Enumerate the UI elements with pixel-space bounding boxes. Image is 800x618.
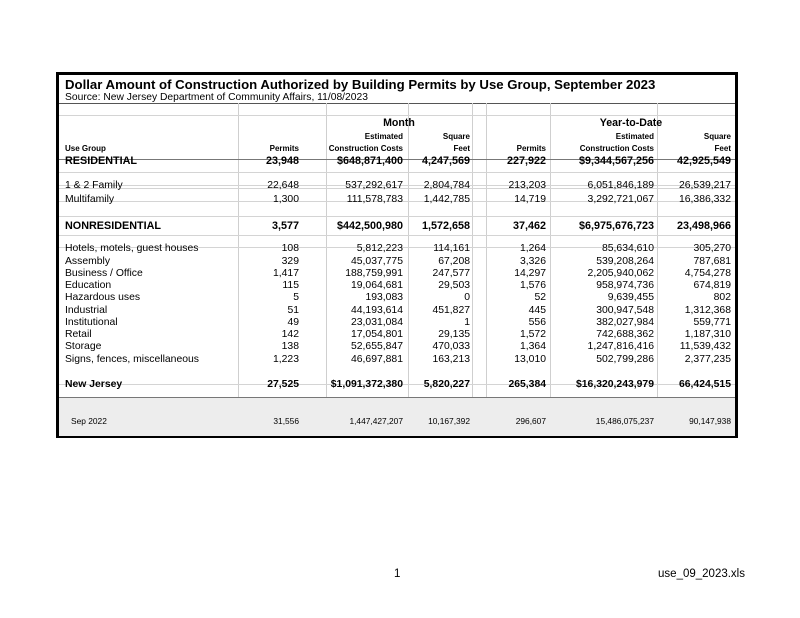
table-cell: 451,827 xyxy=(432,305,470,316)
table-cell: 1,264 xyxy=(519,243,546,254)
table-cell: $1,091,372,380 xyxy=(330,379,403,390)
table-cell: 470,033 xyxy=(432,341,470,352)
row-label: 1 & 2 Family xyxy=(65,180,123,191)
title-block xyxy=(59,75,735,104)
table-cell: 114,161 xyxy=(433,243,470,254)
file-name: use_09_2023.xls xyxy=(658,568,745,580)
table-cell: 3,577 xyxy=(271,220,299,232)
row-label: Industrial xyxy=(65,305,108,316)
use-group-header: Use Group xyxy=(65,144,106,153)
table-cell: 14,719 xyxy=(514,194,546,205)
table-cell: 5,820,227 xyxy=(423,379,470,390)
table-cell: 51 xyxy=(287,305,299,316)
table-cell: 5 xyxy=(293,292,299,303)
comparison-cell: 31,556 xyxy=(273,416,299,426)
table-cell: 163,213 xyxy=(432,354,470,365)
table-cell: 227,922 xyxy=(506,155,546,167)
y-feet-header: Feet xyxy=(714,144,731,153)
table-cell: $16,320,243,979 xyxy=(575,379,654,390)
table-cell: 45,037,775 xyxy=(350,256,403,267)
m-permits-header: Permits xyxy=(269,144,299,153)
table-cell: 111,578,783 xyxy=(346,194,403,205)
table-cell: 1,223 xyxy=(272,354,299,365)
table-cell: 52 xyxy=(534,292,546,303)
table-cell: 14,297 xyxy=(514,268,546,279)
table-cell: 537,292,617 xyxy=(345,180,403,191)
table-cell: 382,027,984 xyxy=(596,317,654,328)
table-cell: $9,344,567,256 xyxy=(578,155,654,167)
table-cell: 42,925,549 xyxy=(676,155,731,167)
table-cell: 502,799,286 xyxy=(596,354,654,365)
grid-horizontal-line xyxy=(59,172,735,173)
row-label: Assembly xyxy=(65,256,111,267)
grid-vertical-line xyxy=(238,103,239,397)
table-cell: 247,577 xyxy=(432,268,470,279)
table-cell: 188,759,991 xyxy=(345,268,403,279)
table-cell: 1,442,785 xyxy=(423,194,470,205)
table-cell: 115 xyxy=(282,280,299,291)
m-square-header: Square xyxy=(442,132,470,141)
row-label: Hazardous uses xyxy=(65,292,141,303)
table-cell: 6,051,846,189 xyxy=(587,180,654,191)
table-cell: 787,681 xyxy=(693,256,731,267)
table-cell: 213,203 xyxy=(508,180,546,191)
table-cell: 4,754,278 xyxy=(684,268,731,279)
row-label: Storage xyxy=(65,341,102,352)
table-cell: 1,417 xyxy=(272,268,299,279)
table-cell: 445 xyxy=(528,305,546,316)
row-label: Institutional xyxy=(65,317,118,328)
table-cell: 1,572,658 xyxy=(421,220,470,232)
y-permits-header: Permits xyxy=(516,144,546,153)
table-cell: 958,974,736 xyxy=(596,280,654,291)
m-estimated-header: Estimated xyxy=(364,132,403,141)
table-cell: 305,270 xyxy=(693,243,731,254)
table-cell: 16,386,332 xyxy=(678,194,731,205)
table-cell: 1,247,816,416 xyxy=(587,341,654,352)
table-cell: 3,292,721,067 xyxy=(587,194,654,205)
table-cell: 265,384 xyxy=(508,379,546,390)
table-cell: 556 xyxy=(528,317,546,328)
y-square-header: Square xyxy=(703,132,731,141)
table-cell: 1,576 xyxy=(519,280,546,291)
table-cell: 66,424,515 xyxy=(678,379,731,390)
table-cell: 742,688,362 xyxy=(596,329,654,340)
table-cell: 23,031,084 xyxy=(350,317,403,328)
table-cell: 85,634,610 xyxy=(601,243,654,254)
table-cell: 44,193,614 xyxy=(350,305,403,316)
row-label: RESIDENTIAL xyxy=(65,155,137,167)
month-group-header: Month xyxy=(383,117,415,129)
table-cell: 559,771 xyxy=(693,317,731,328)
table-cell: 1,312,368 xyxy=(684,305,731,316)
table-cell: 2,205,940,062 xyxy=(587,268,654,279)
table-cell: 46,697,881 xyxy=(350,354,403,365)
table-cell: 23,498,966 xyxy=(676,220,731,232)
report-source: Source: New Jersey Department of Community Affairs, 11/08/2023 xyxy=(65,92,368,103)
table-cell: 37,462 xyxy=(512,220,546,232)
table-cell: 1,364 xyxy=(519,341,546,352)
table-cell: 4,247,569 xyxy=(421,155,470,167)
row-label: New Jersey xyxy=(65,379,123,390)
page-number: 1 xyxy=(394,568,401,580)
table-cell: 3,326 xyxy=(519,256,546,267)
table-cell: 9,639,455 xyxy=(607,292,654,303)
table-cell: 138 xyxy=(281,341,299,352)
ytd-group-header: Year-to-Date xyxy=(599,117,663,129)
y-estimated-header: Estimated xyxy=(615,132,654,141)
table-cell: 1 xyxy=(464,317,470,328)
table-cell: 142 xyxy=(281,329,299,340)
table-cell: 29,503 xyxy=(438,280,470,291)
table-cell: 27,525 xyxy=(267,379,299,390)
comparison-cell: 296,607 xyxy=(515,416,546,426)
table-cell: $442,500,980 xyxy=(336,220,403,232)
table-cell: 26,539,217 xyxy=(678,180,731,191)
table-cell: 2,804,784 xyxy=(423,180,470,191)
m-feet-header: Feet xyxy=(453,144,470,153)
row-label: Education xyxy=(65,280,112,291)
grid-horizontal-line xyxy=(59,115,735,116)
table-cell: 22,648 xyxy=(267,180,299,191)
table-cell: 49 xyxy=(287,317,299,328)
row-label: NONRESIDENTIAL xyxy=(65,220,161,232)
table-cell: 52,655,847 xyxy=(350,341,403,352)
grid-horizontal-line xyxy=(59,216,735,217)
table-cell: 300,947,548 xyxy=(596,305,654,316)
comparison-cell: 15,486,075,237 xyxy=(595,416,654,426)
table-cell: 11,539,432 xyxy=(679,341,731,352)
table-cell: 13,010 xyxy=(514,354,546,365)
table-cell: 1,572 xyxy=(519,329,546,340)
comparison-cell: 10,167,392 xyxy=(428,416,470,426)
table-cell: 17,054,801 xyxy=(350,329,403,340)
row-label: Hotels, motels, guest houses xyxy=(65,243,199,254)
data-table xyxy=(59,103,735,435)
grid-horizontal-line xyxy=(59,235,735,236)
table-cell: $6,975,676,723 xyxy=(578,220,654,232)
table-cell: 5,812,223 xyxy=(356,243,403,254)
table-cell: 802 xyxy=(713,292,731,303)
y-cost-header: Construction Costs xyxy=(579,144,654,153)
table-cell: 2,377,235 xyxy=(684,354,731,365)
table-cell: 0 xyxy=(464,292,470,303)
table-cell: 1,300 xyxy=(272,194,299,205)
table-cell: 1,187,310 xyxy=(684,329,731,340)
table-cell: 674,819 xyxy=(693,280,731,291)
row-label: Business / Office xyxy=(65,268,143,279)
comparison-cell: 90,147,938 xyxy=(689,416,731,426)
table-cell: 19,064,681 xyxy=(350,280,403,291)
comparison-label: Sep 2022 xyxy=(71,416,107,426)
table-cell: 193,083 xyxy=(365,292,403,303)
grid-vertical-line xyxy=(472,103,473,397)
table-cell: 539,208,264 xyxy=(596,256,654,267)
table-cell: 329 xyxy=(281,256,299,267)
table-cell: 108 xyxy=(281,243,299,254)
m-cost-header: Construction Costs xyxy=(328,144,403,153)
table-cell: 67,208 xyxy=(438,256,470,267)
row-label: Signs, fences, miscellaneous xyxy=(65,354,199,365)
table-cell: 23,948 xyxy=(265,155,299,167)
report-sheet xyxy=(56,72,738,438)
table-cell: $648,871,400 xyxy=(336,155,403,167)
comparison-cell: 1,447,427,207 xyxy=(349,416,403,426)
table-cell: 29,135 xyxy=(438,329,470,340)
row-label: Retail xyxy=(65,329,92,340)
report-title: Dollar Amount of Construction Authorized by Building Permits by Use Group, September 2023 xyxy=(65,77,656,92)
row-label: Multifamily xyxy=(65,194,115,205)
